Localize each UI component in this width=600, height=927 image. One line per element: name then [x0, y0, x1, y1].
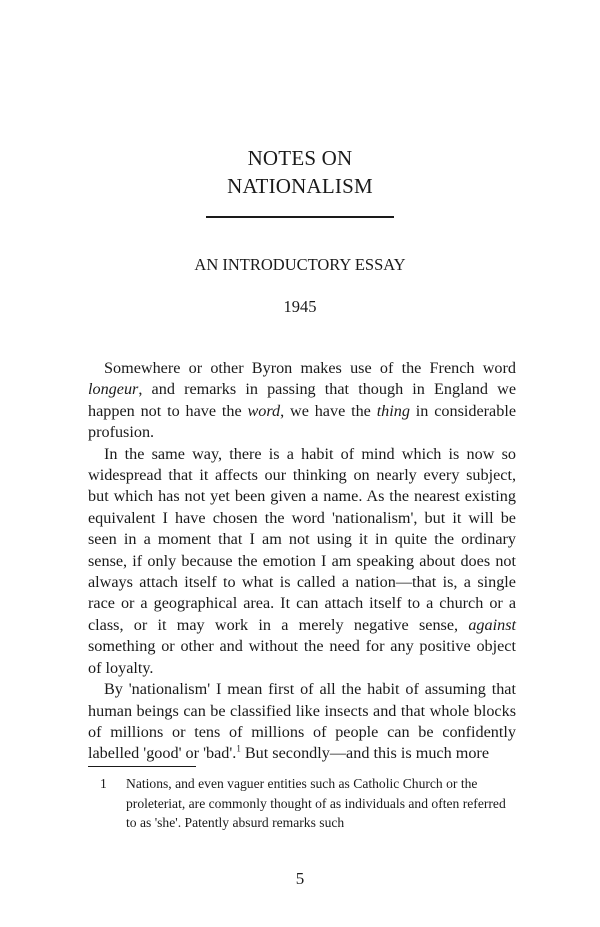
paragraph-3-text-b: But secondly—and this is much more — [240, 744, 490, 763]
paragraph-3-text-a: By 'nationalism' I mean first of all the habit of assuming that human beings can be classified like insects and that whole blocks of millions or tens of millions of people can be confidently labelled 'good' or 'bad'. — [88, 680, 516, 763]
title-divider — [206, 216, 394, 218]
paragraph-1-italic-word: word — [247, 401, 281, 420]
paragraph-3 — [88, 679, 516, 765]
chapter-title-line-1: NOTES ON — [247, 146, 353, 170]
chapter-year: 1945 — [283, 297, 317, 316]
paragraph-1-italic-longeur: longeur — [88, 380, 139, 399]
paragraph-1-text-a: Somewhere or other Byron makes use of the French word — [104, 359, 516, 377]
footnote-text: Nations, and even vaguer entities such as Catholic Church or the proleteriat, are commonly thought of as individuals and often referred to as 'she'. Patently absurd remarks such — [126, 776, 506, 831]
footnote-number: 1 — [100, 776, 107, 791]
footnote-reference[interactable]: 1 — [236, 743, 241, 754]
paragraph-1-text-g: in considerable profusion. — [88, 401, 516, 442]
chapter-title — [0, 144, 600, 200]
footnote — [88, 774, 508, 833]
paragraph-1-text-e: , we have the — [280, 401, 377, 420]
paragraph-2-text-c: something or other and without the need for any positive object of loyalty. — [88, 637, 516, 677]
page-number: 5 — [295, 869, 305, 888]
paragraph-1-text-c: , and remarks in passing that though in England we happen not to have the — [88, 380, 516, 420]
chapter-subtitle: AN INTRODUCTORY ESSAY — [194, 255, 406, 274]
paragraph-1-italic-thing: thing — [376, 401, 410, 420]
paragraph-2 — [88, 444, 516, 679]
paragraph-2-italic-against: against — [468, 615, 516, 634]
body-text — [88, 358, 516, 765]
footnote-divider — [88, 766, 196, 767]
paragraph-2-text-a: In the same way, there is a habit of mind which is now so widespread that it affects our thinking on nearly every subject, but which has not yet been given a name. As the nearest existing equivalent I have chosen the word 'nationalism', but it will be seen in a moment that I am not using it in quite the ordinary sense, if only because the emotion I am speaking about does not always attach itself to what is called a nation—that is, a single race or a geographical area. It can attach itself to a church or a class, or it may work in a merely negative sense, — [88, 444, 516, 634]
paragraph-1 — [88, 358, 516, 444]
chapter-title-line-2: NATIONALISM — [227, 174, 373, 198]
